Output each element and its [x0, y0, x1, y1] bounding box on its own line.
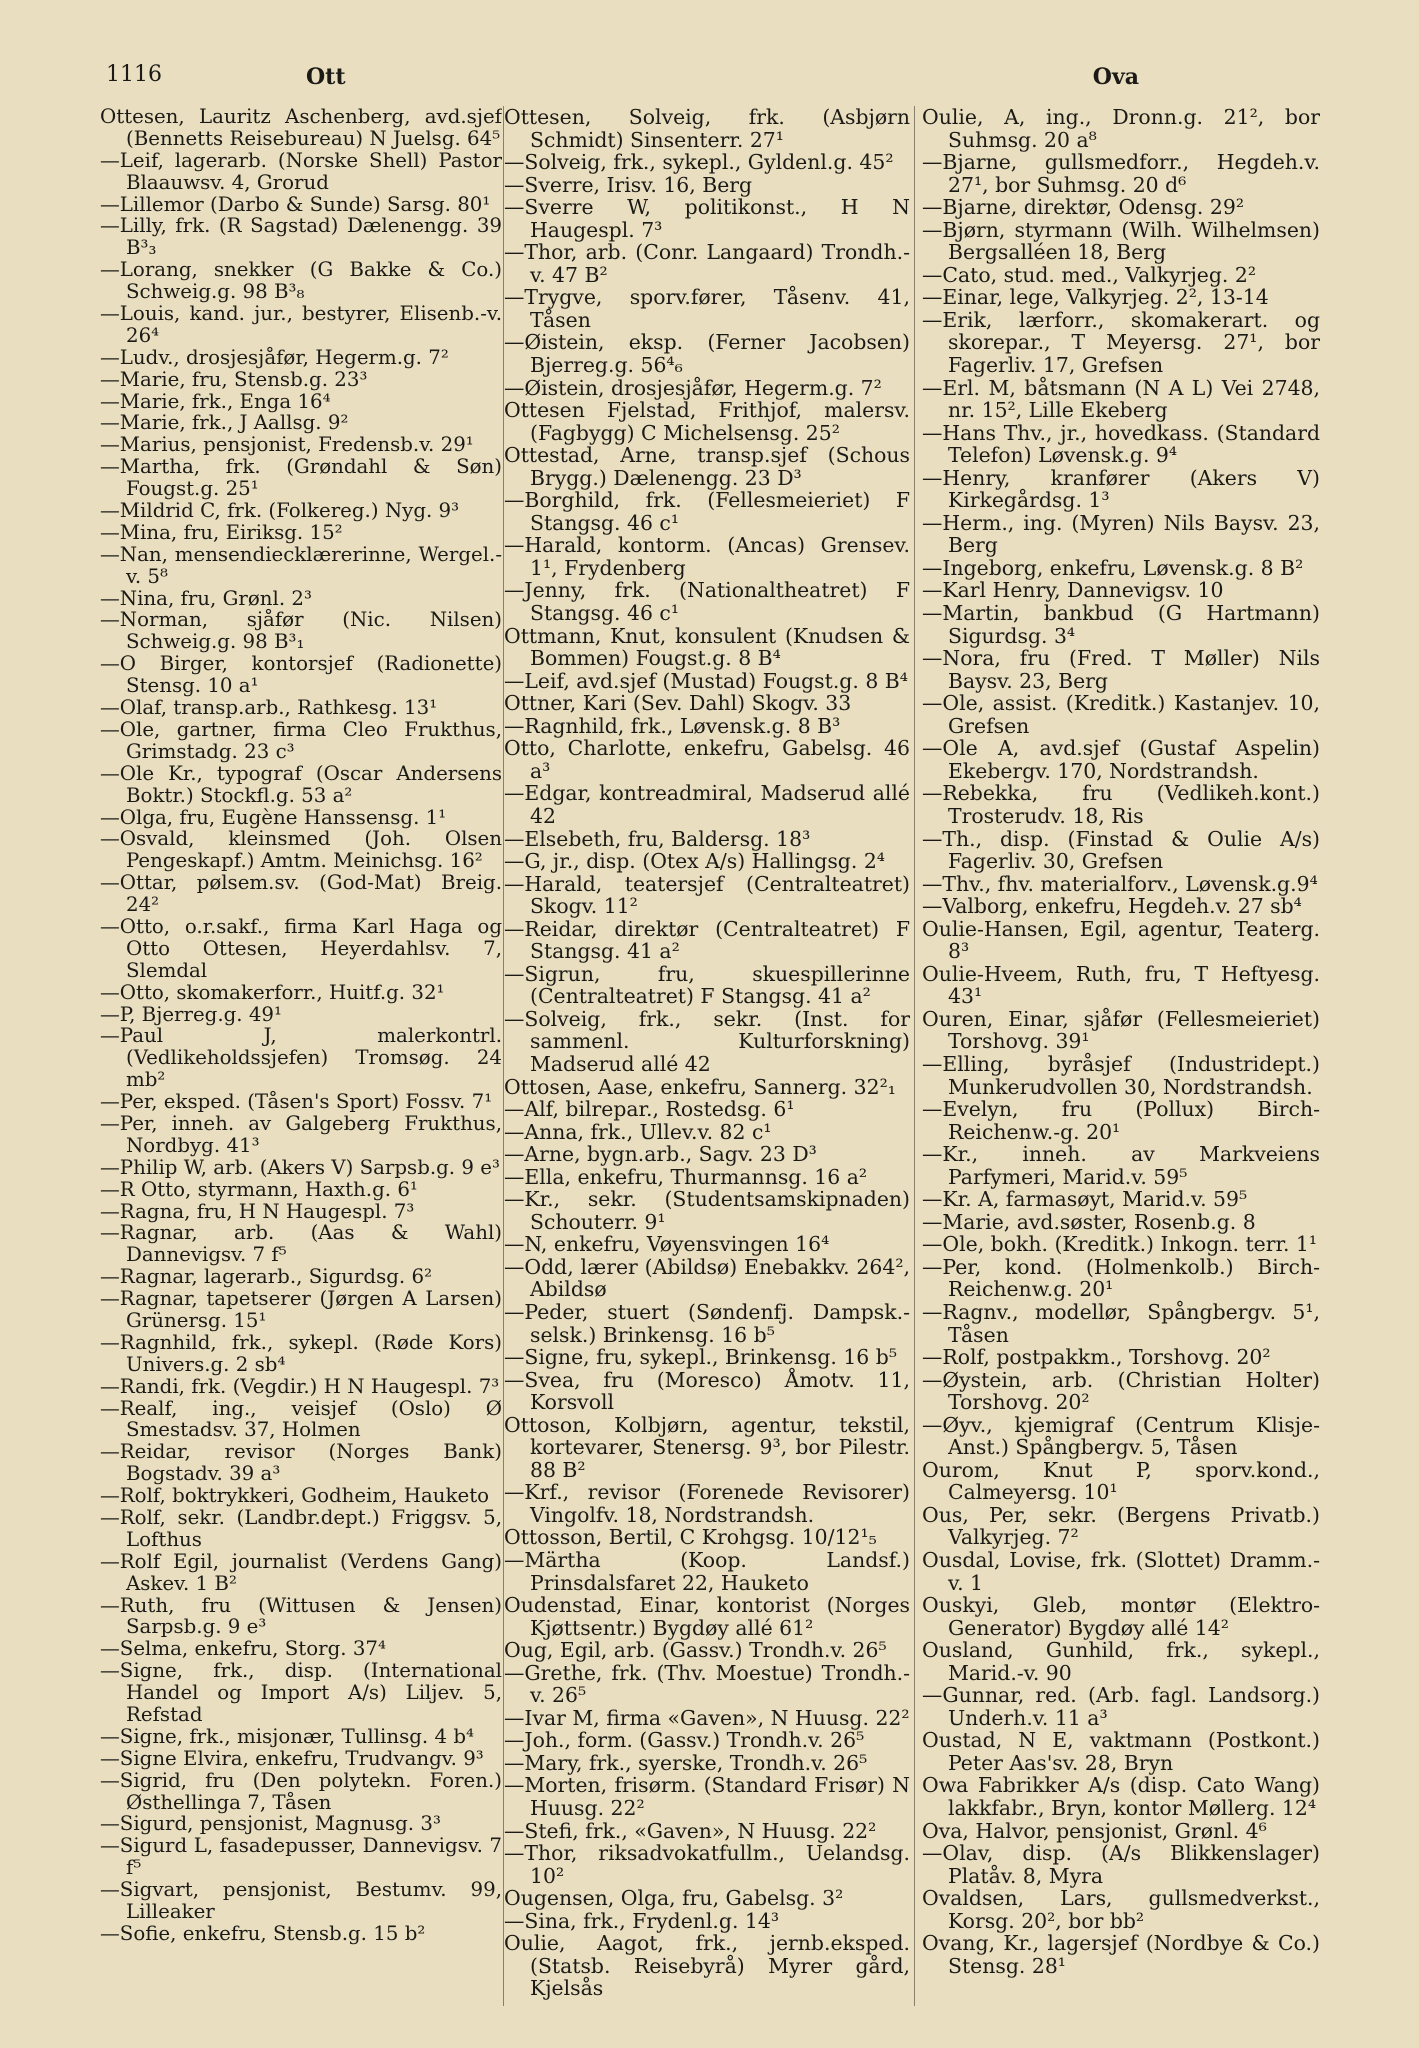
- directory-entry: —Nan, mensendiecklærerinne, Wergel.-v. 5⁸: [100, 542, 502, 588]
- directory-entry: —Jenny, frk. (Nationaltheatret) F Stangsg. 46 c¹: [504, 578, 910, 626]
- directory-entry: —Marie, frk., J Aallsg. 9²: [100, 411, 349, 435]
- directory-entry: —Signe, fru, sykepl., Brinkensg. 16 b⁵: [504, 1345, 897, 1370]
- page-header: [106, 62, 1339, 96]
- directory-entry: —R Otto, styrmann, Haxth.g. 6¹: [100, 1177, 418, 1201]
- directory-entry: —Øistein, eksp. (Ferner Jacobsen) Bjerreg.g. 56⁴₆: [504, 330, 910, 378]
- directory-entry: —Reidar, revisor (Norges Bank) Bogstadv. 39 a³: [100, 1440, 502, 1486]
- directory-entry: —Ottar, pølsem.sv. (God-Mat) Breig. 24²: [100, 871, 502, 917]
- directory-entry: —Marie, frk., Enga 16⁴: [100, 389, 331, 413]
- directory-entry: —Louis, kand. jur., bestyrer, Elisenb.-v. 26⁴: [100, 302, 502, 347]
- directory-entry: —Marius, pensjonist, Fredensb.v. 29¹: [100, 433, 474, 457]
- directory-entry: —Rolf Egil, journalist (Verdens Gang) Askev. 1 B²: [100, 1549, 502, 1595]
- directory-entry: —Øyv., kjemigraf (Centrum Klisje-Anst.) Spångbergv. 5, Tåsen: [922, 1412, 1320, 1460]
- directory-entry: —Leif, lagerarb. (Norske Shell) Pastor Blaauwsv. 4, Grorud: [100, 148, 502, 194]
- directory-entry: —Karl Henry, Dannevigsv. 10: [922, 578, 1224, 603]
- directory-column-2: [504, 106, 910, 2006]
- directory-entry: Ottosson, Bertil, C Krohgsg. 10/12¹₅: [504, 1525, 877, 1550]
- directory-entry: —P, Bjerreg.g. 49¹: [100, 1002, 282, 1026]
- directory-entry: —Thor, arb. (Conr. Langaard) Trondh.-v. 47 B²: [504, 240, 910, 287]
- directory-entry: —Trygve, sporv.fører, Tåsenv. 41, Tåsen: [504, 285, 910, 332]
- directory-entry: —Harald, kontorm. (Ancas) Grensev. 1¹, Frydenberg: [504, 533, 910, 580]
- directory-entry: —Sigurd, pensjonist, Magnusg. 3³: [100, 1812, 441, 1836]
- directory-entry: —Realf, ing., veisjef (Oslo) Ø Smestadsv. 37, Holmen: [100, 1396, 502, 1442]
- directory-entry: —Ole Kr., typograf (Oscar Andersens Boktr.) Stockfl.g. 53 a²: [100, 761, 502, 807]
- directory-entry: —Ole, assist. (Kreditk.) Kastanjev. 10, Grefsen: [922, 691, 1320, 738]
- directory-entry: Ouren, Einar, sjåfør (Fellesmeieriet) Torshovg. 39¹: [922, 1006, 1320, 1054]
- directory-entry: —Thv., fhv. materialforv., Løvensk.g.9⁴: [922, 871, 1318, 896]
- directory-entry: —Signe, frk., misjonær, Tullinsg. 4 b⁴: [100, 1724, 474, 1748]
- directory-entry: —Kr. A, farmasøyt, Marid.v. 59⁵: [922, 1187, 1248, 1212]
- directory-entry: —Signe Elvira, enkefru, Trudvangv. 9³: [100, 1746, 484, 1770]
- column-divider: [914, 106, 915, 2006]
- directory-entry: —Erik, lærforr., skomakerart. og skorepar., T Meyersg. 27¹, bor Fagerliv. 17, Grefsen: [922, 307, 1320, 378]
- directory-entry: —Stefi, frk., «Gaven», N Huusg. 22²: [504, 1818, 877, 1843]
- directory-entry: —Ludv., drosjesjåfør, Hegerm.g. 7²: [100, 345, 449, 369]
- directory-entry: —Nina, fru, Grønl. 2³: [100, 586, 312, 610]
- directory-entry: —Rolf, boktrykkeri, Godheim, Hauketo: [100, 1484, 490, 1508]
- directory-entry: —Martin, bankbud (G Hartmann) Sigurdsg. 3⁴: [922, 601, 1320, 648]
- directory-entry: —Rolf, postpakkm., Torshovg. 20²: [922, 1345, 1271, 1370]
- directory-entry: Ottestad, Arne, transp.sjef (Schous Brygg.) Dælenengg. 23 D³: [504, 443, 910, 490]
- directory-entry: —Leif, avd.sjef (Mustad) Fougst.g. 8 B⁴: [504, 668, 908, 693]
- directory-entry: —Harald, teatersjef (Centralteatret) Skogv. 11²: [504, 871, 910, 919]
- directory-entry: —Per, kond. (Holmenkolb.) Birch-Reichenw.g. 20¹: [922, 1254, 1320, 1302]
- directory-entry: —Evelyn, fru (Pollux) Birch-Reichenw.-g. 20¹: [922, 1097, 1320, 1144]
- directory-entry: Ottner, Kari (Sev. Dahl) Skogv. 33: [504, 691, 852, 716]
- directory-entry: —N, enkefru, Vøyensvingen 16⁴: [504, 1232, 830, 1257]
- page-number: 1116: [106, 62, 162, 87]
- directory-entry: —Per, inneh. av Galgeberg Frukthus, Nordbyg. 41³: [100, 1111, 502, 1157]
- directory-entry: Oulie, A, ing., Dronn.g. 21², bor Suhmsg. 20 a⁸: [922, 106, 1320, 152]
- directory-entry: Oulie-Hansen, Egil, agentur, Teaterg. 8³: [922, 916, 1320, 964]
- directory-entry: Ouskyi, Gleb, montør (Elektro-Generator) Bygdøy allé 14²: [922, 1593, 1320, 1640]
- directory-entry: —Philip W, arb. (Akers V) Sarpsb.g. 9 e³: [100, 1155, 500, 1179]
- directory-entry: —Ruth, fru (Wittusen & Jensen) Sarpsb.g. 9 e³: [100, 1593, 502, 1639]
- directory-entry: —Peder, stuert (Søndenfj. Dampsk.-selsk.) Brinkensg. 16 b⁵: [504, 1299, 910, 1347]
- directory-entry: —Øistein, drosjesjåfør, Hegerm.g. 7²: [504, 375, 882, 400]
- directory-entry: Ottmann, Knut, konsulent (Knudsen & Bommen) Fougst.g. 8 B⁴: [504, 623, 910, 671]
- directory-entry: Ova, Halvor, pensjonist, Grønl. 4⁶: [922, 1818, 1267, 1843]
- directory-entry: —Krf., revisor (Forenede Revisorer) Vingolfv. 18, Nordstrandsh.: [504, 1480, 910, 1527]
- directory-entry: —Mildrid C, frk. (Folkereg.) Nyg. 9³: [100, 499, 460, 523]
- directory-entry: Oug, Egil, arb. (Gassv.) Trondh.v. 26⁵: [504, 1638, 887, 1663]
- directory-entry: —Arne, bygn.arb., Sagv. 23 D³: [504, 1142, 817, 1167]
- directory-entry: —G, jr., disp. (Otex A/s) Hallingsg. 2⁴: [504, 849, 885, 874]
- directory-entry: —Joh., form. (Gassv.) Trondh.v. 26⁵: [504, 1728, 865, 1753]
- directory-entry: —Ragnhild, frk., sykepl. (Røde Kors) Univers.g. 2 sb⁴: [100, 1330, 502, 1376]
- directory-entry: —Valborg, enkefru, Hegdeh.v. 27 sb⁴: [922, 894, 1302, 919]
- directory-entry: —Reidar, direktør (Centralteatret) F Stangsg. 41 a²: [504, 916, 910, 964]
- directory-entry: —Mary, frk., syerske, Trondh.v. 26⁵: [504, 1750, 868, 1775]
- directory-entry: —Märtha (Koop. Landsf.) Prinsdalsfaret 22, Hauketo: [504, 1548, 910, 1595]
- directory-entry: —Anna, frk., Ullev.v. 82 c¹: [504, 1119, 772, 1144]
- directory-entry: —Th., disp. (Finstad & Oulie A/s) Fagerliv. 30, Grefsen: [922, 826, 1320, 874]
- directory-entry: —Norman, sjåfør (Nic. Nilsen) Schweig.g. 98 B³₁: [100, 608, 502, 654]
- directory-entry: —Ivar M, firma «Gaven», N Huusg. 22²: [504, 1705, 910, 1730]
- directory-entry: Ourom, Knut P, sporv.kond., Calmeyersg. 10¹: [922, 1457, 1320, 1505]
- directory-entry: —Alf, bilrepar., Rostedsg. 6¹: [504, 1097, 795, 1122]
- directory-entry: —Mina, fru, Eiriksg. 15²: [100, 520, 343, 544]
- directory-entry: —Ragna, fru, H N Haugespl. 7³: [100, 1199, 415, 1223]
- directory-entry: —Otto, o.r.sakf., firma Karl Haga og Otto Ottesen, Heyerdahlsv. 7, Slemdal: [100, 914, 502, 982]
- directory-entry: —Ingeborg, enkefru, Løvensk.g. 8 B²: [922, 555, 1304, 580]
- directory-entry: —Ragnv., modellør, Spångbergv. 5¹, Tåsen: [922, 1299, 1320, 1347]
- directory-entry: —Sigrun, fru, skuespillerinne (Centralteatret) F Stangsg. 41 a²: [504, 961, 910, 1009]
- directory-entry: Ottesen Fjelstad, Frithjof, malersv. (Fagbygg) C Michelsensg. 25²: [504, 398, 910, 445]
- directory-entry: —Sigvart, pensjonist, Bestumv. 99, Lilleaker: [100, 1878, 502, 1924]
- directory-entry: Ous, Per, sekr. (Bergens Privatb.) Valkyrjeg. 7²: [922, 1502, 1320, 1550]
- directory-entry: —Sigurd L, fasadepusser, Dannevigsv. 7 f⁵: [100, 1834, 502, 1880]
- directory-entry: —Lillemor (Darbo & Sunde) Sarsg. 80¹: [100, 192, 491, 216]
- directory-entry: —Sverre W, politikonst., H N Haugespl. 7³: [504, 195, 910, 242]
- directory-entry: Oustad, N E, vaktmann (Postkont.) Peter Aas'sv. 28, Bryn: [922, 1728, 1320, 1775]
- directory-entry: —Olav, disp. (A/s Blikkenslager) Platåv. 8, Myra: [922, 1841, 1320, 1888]
- directory-entry: —Rebekka, fru (Vedlikeh.kont.) Trosterudv. 18, Ris: [922, 781, 1320, 828]
- directory-entry: —Randi, frk. (Vegdir.) H N Haugespl. 7³: [100, 1374, 500, 1398]
- directory-entry: —Edgar, kontreadmiral, Madserud allé 42: [504, 781, 910, 828]
- directory-entry: Otto, Charlotte, enkefru, Gabelsg. 46 a³: [504, 736, 910, 783]
- directory-entry: —Marie, avd.søster, Rosenb.g. 8: [922, 1209, 1256, 1234]
- directory-entry: —Einar, lege, Valkyrjeg. 2², 13-14: [922, 285, 1269, 310]
- directory-entry: —Morten, frisørm. (Standard Frisør) N Huusg. 22²: [504, 1773, 910, 1821]
- directory-entry: —Odd, lærer (Abildsø) Enebakkv. 264², Abildsø: [504, 1254, 910, 1302]
- directory-entry: Oulie, Aagot, frk., jernb.eksped. (Statsb. Reisebyrå) Myrer gård, Kjelsås: [504, 1931, 910, 2001]
- directory-column-1: [100, 106, 502, 2006]
- directory-column-3: [922, 106, 1320, 2006]
- directory-entry: —Elsebeth, fru, Baldersg. 18³: [504, 826, 811, 851]
- directory-entry: Ottesen, Lauritz Aschenberg, avd.sjef (Bennetts Reisebureau) N Juelsg. 64⁵: [100, 106, 502, 150]
- directory-entry: —Signe, frk., disp. (International Handel og Import A/s) Liljev. 5, Refstad: [100, 1659, 502, 1727]
- directory-entry: —O Birger, kontorsjef (Radionette) Stensg. 10 a¹: [100, 652, 502, 698]
- directory-entry: —Øystein, arb. (Christian Holter) Torshovg. 20²: [922, 1367, 1320, 1415]
- directory-entry: —Solveig, frk., sykepl., Gyldenl.g. 45²: [504, 150, 894, 175]
- directory-entry: —Sverre, Irisv. 16, Berg: [504, 172, 753, 197]
- directory-entry: —Erl. M, båtsmann (N A L) Vei 2748, nr. 15², Lille Ekeberg: [922, 375, 1320, 423]
- directory-entry: Ougensen, Olga, fru, Gabelsg. 3²: [504, 1886, 844, 1911]
- directory-entry: Owa Fabrikker A/s (disp. Cato Wang) lakkfabr., Bryn, kontor Møllerg. 12⁴: [922, 1773, 1320, 1821]
- directory-entry: —Borghild, frk. (Fellesmeieriet) F Stangsg. 46 c¹: [504, 488, 910, 535]
- directory-entry: —Bjarne, direktør, Odensg. 29²: [922, 195, 1245, 220]
- directory-entry: —Marie, fru, Stensb.g. 23³: [100, 367, 368, 391]
- directory-entry: —Nora, fru (Fred. T Møller) Nils Baysv. 23, Berg: [922, 646, 1320, 693]
- directory-entry: —Solveig, frk., sekr. (Inst. for sammenl. Kulturforskning) Madserud allé 42: [504, 1006, 910, 1076]
- directory-entry: —Martha, frk. (Grøndahl & Søn) Fougst.g. 25¹: [100, 455, 502, 501]
- directory-entry: —Sina, frk., Frydenl.g. 14³: [504, 1908, 780, 1933]
- directory-entry: —Lilly, frk. (R Sagstad) Dælenengg. 39 B³₃: [100, 214, 502, 260]
- directory-entry: —Ragnar, arb. (Aas & Wahl) Dannevigsv. 7 f⁵: [100, 1221, 502, 1267]
- directory-entry: —Osvald, kleinsmed (Joh. Olsen Pengeskapf.) Amtm. Meinichsg. 16²: [100, 827, 502, 873]
- directory-entry: Ousland, Gunhild, frk., sykepl., Marid.-v. 90: [922, 1638, 1320, 1685]
- directory-entry: —Ole, gartner, firma Cleo Frukthus, Grimstadg. 23 c³: [100, 717, 502, 763]
- directory-entry: —Sigrid, fru (Den polytekn. Foren.) Østhellinga 7, Tåsen: [100, 1768, 502, 1814]
- directory-entry: —Ragnhild, frk., Løvensk.g. 8 B³: [504, 713, 841, 738]
- directory-entry: Ousdal, Lovise, frk. (Slottet) Dramm.-v. 1: [922, 1548, 1320, 1595]
- directory-entry: —Kr., inneh. av Markveiens Parfymeri, Marid.v. 59⁵: [922, 1142, 1320, 1189]
- directory-entry: —Ella, enkefru, Thurmannsg. 16 a²: [504, 1164, 868, 1189]
- directory-entry: —Lorang, snekker (G Bakke & Co.) Schweig.g. 98 B³₈: [100, 258, 502, 304]
- directory-entry: Oudenstad, Einar, kontorist (Norges Kjøttsentr.) Bygdøy allé 61²: [504, 1593, 910, 1640]
- directory-entry: —Gunnar, red. (Arb. fagl. Landsorg.) Underh.v. 11 a³: [922, 1683, 1320, 1730]
- directory-entry: —Elling, byråsjef (Industridept.) Munkerudvollen 30, Nordstrandsh.: [922, 1051, 1320, 1099]
- directory-entry: —Ragnar, lagerarb., Sigurdsg. 6²: [100, 1265, 433, 1289]
- directory-entry: Ovang, Kr., lagersjef (Nordbye & Co.) Stensg. 28¹: [922, 1931, 1320, 1978]
- directory-entry: —Ragnar, tapetserer (Jørgen A Larsen) Grünersg. 15¹: [100, 1287, 502, 1332]
- directory-entry: —Svea, fru (Moresco) Åmotv. 11, Korsvoll: [504, 1367, 910, 1415]
- directory-entry: —Olaf, transp.arb., Rathkesg. 13¹: [100, 696, 438, 720]
- directory-entry: —Ole A, avd.sjef (Gustaf Aspelin) Ekebergv. 170, Nordstrandsh.: [922, 736, 1320, 783]
- directory-entry: —Bjarne, gullsmedforr., Hegdeh.v. 27¹, bor Suhmsg. 20 d⁶: [922, 150, 1320, 197]
- directory-entry: —Kr., sekr. (Studentsamskipnaden) Schouterr. 9¹: [504, 1187, 910, 1234]
- directory-entry: —Ole, bokh. (Kreditk.) Inkogn. terr. 1¹: [922, 1232, 1318, 1257]
- directory-entry: —Olga, fru, Eugène Hanssensg. 1¹: [100, 805, 447, 829]
- directory-entry: —Henry, kranfører (Akers V) Kirkegårdsg. 1³: [922, 465, 1320, 513]
- directory-entry: —Herm., ing. (Myren) Nils Baysv. 23, Berg: [922, 510, 1320, 558]
- directory-entry: —Paul J, malerkontrl. (Vedlikeholdssjefen) Tromsøg. 24 mb²: [100, 1024, 502, 1092]
- guide-word-right: Ova: [1092, 64, 1139, 90]
- directory-entry: —Selma, enkefru, Storg. 37⁴: [100, 1637, 386, 1661]
- directory-entry: —Thor, riksadvokatfullm., Uelandsg. 10²: [504, 1841, 910, 1888]
- directory-entry: —Hans Thv., jr., hovedkass. (Standard Telefon) Løvensk.g. 9⁴: [922, 420, 1320, 468]
- guide-word-left: Ott: [306, 64, 346, 90]
- directory-entry: —Sofie, enkefru, Stensb.g. 15 b²: [100, 1921, 426, 1945]
- directory-entry: —Rolf, sekr. (Landbr.dept.) Friggsv. 5, Lofthus: [100, 1506, 502, 1551]
- directory-entry: —Per, eksped. (Tåsen's Sport) Fossv. 7¹: [100, 1090, 493, 1114]
- directory-entry: —Cato, stud. med., Valkyrjeg. 2²: [922, 262, 1256, 287]
- directory-entry: —Grethe, frk. (Thv. Moestue) Trondh.-v. 26⁵: [504, 1660, 910, 1708]
- directory-entry: Ottoson, Kolbjørn, agentur, tekstil, kortevarer, Stenersg. 9³, bor Pilestr. 88 B²: [504, 1412, 910, 1482]
- directory-entry: Oulie-Hveem, Ruth, fru, T Heftyesg. 43¹: [922, 961, 1320, 1009]
- directory-entry: Ovaldsen, Lars, gullsmedverkst., Korsg. 20², bor bb²: [922, 1886, 1320, 1933]
- directory-entry: —Bjørn, styrmann (Wilh. Wilhelmsen) Bergsalléen 18, Berg: [922, 217, 1320, 265]
- directory-entry: —Otto, skomakerforr., Huitf.g. 32¹: [100, 980, 445, 1004]
- directory-entry: Ottosen, Aase, enkefru, Sannerg. 32²₁: [504, 1074, 896, 1099]
- directory-entry: Ottesen, Solveig, frk. (Asbjørn Schmidt) Sinsenterr. 27¹: [504, 106, 910, 152]
